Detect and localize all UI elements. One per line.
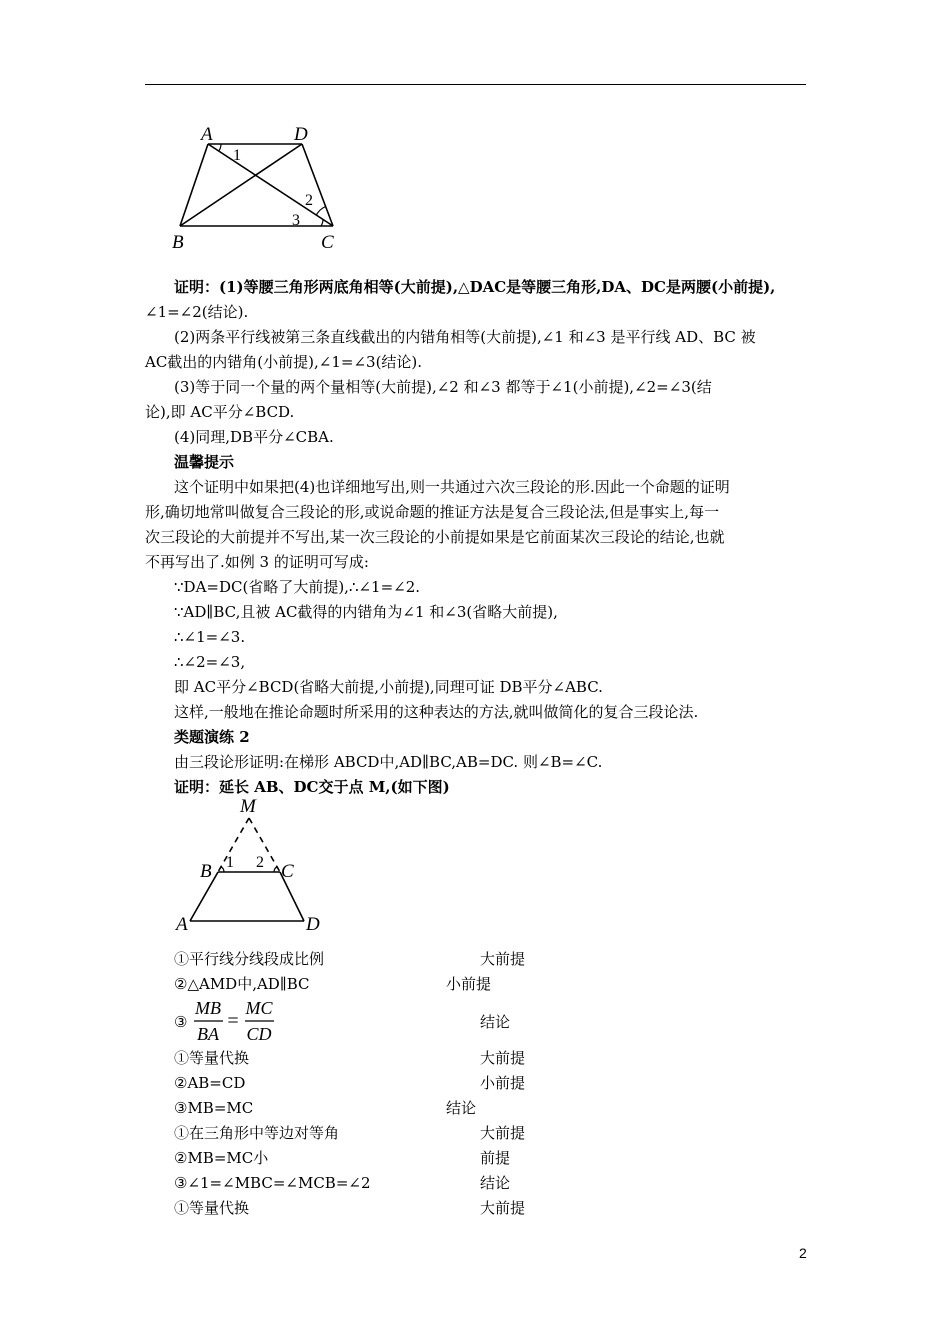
step-left: ②MB=MC小	[174, 1149, 269, 1167]
label-M: M	[240, 796, 256, 817]
frac-den-2: CD	[246, 1024, 272, 1044]
step-left: ①在三角形中等边对等角	[174, 1124, 340, 1142]
label-A: A	[176, 914, 188, 934]
proof-line-7: (4)同理,DB平分∠CBA.	[174, 428, 334, 446]
label-angle-1: 1	[226, 854, 234, 871]
label-A: A	[201, 124, 213, 145]
diagonal-BD	[180, 144, 302, 226]
step-right: 大前提	[480, 1124, 526, 1142]
step-left: ③MB=MC	[174, 1099, 254, 1117]
tip-step-4: ∴∠2=∠3,	[174, 653, 246, 671]
tip-step-2: ∵AD∥BC,且被 AC截得的内错角为∠1 和∠3(省略大前提),	[174, 603, 558, 621]
step-right: 前提	[480, 1149, 511, 1167]
exercise-proof-start: 证明：延长 AB、DC交于点 M,(如下图)	[174, 778, 450, 796]
frac-num-2: MC	[245, 998, 273, 1018]
fraction-equation	[192, 997, 282, 1047]
trapezoid-diagonals-figure	[165, 118, 355, 258]
step-right: 大前提	[480, 950, 526, 968]
step-left: ①等量代换	[174, 1049, 250, 1067]
frac-num-1: MB	[195, 998, 221, 1018]
step-right: 结论	[480, 1013, 511, 1031]
exercise-question: 由三段论形证明:在梯形 ABCD中,AD∥BC,AB=DC. 则∠B=∠C.	[174, 753, 603, 771]
proof-line-1: 证明：(1)等腰三角形两底角相等(大前提),△DAC是等腰三角形,DA、DC是两腰(小前提),	[174, 278, 776, 296]
proof-line-4: AC截出的内错角(小前提),∠1=∠3(结论).	[145, 353, 423, 371]
label-angle-3: 3	[292, 212, 300, 229]
tip-step-3: ∴∠1=∠3.	[174, 628, 246, 646]
tip-para-2: 形,确切地常叫做复合三段论的形,或说命题的推证方法是复合三段论法,但是事实上,每一	[145, 503, 720, 521]
step-right: 结论	[480, 1174, 511, 1192]
label-angle-1: 1	[233, 147, 241, 164]
step-left: ③∠1=∠MBC=∠MCB=∠2	[174, 1174, 371, 1192]
frac-den-1: BA	[197, 1024, 219, 1044]
step-right: 小前提	[446, 975, 492, 993]
step-right: 大前提	[480, 1049, 526, 1067]
proof-line-3: (2)两条平行线被第三条直线截出的内错角相等(大前提),∠1 和∠3 是平行线 AD、BC 被	[174, 328, 756, 346]
exercise-title: 类题演练 2	[174, 728, 250, 746]
label-B: B	[172, 232, 184, 253]
tip-para-4: 不再写出了.如例 3 的证明可写成:	[145, 553, 369, 571]
step-left: ②△AMD中,AD∥BC	[174, 975, 310, 993]
extended-trapezoid-figure	[168, 792, 338, 934]
page-number: 2	[799, 1245, 807, 1261]
tip-title: 温馨提示	[174, 453, 235, 471]
step-left: ③	[174, 1013, 188, 1031]
label-C: C	[321, 232, 334, 253]
label-angle-2: 2	[256, 854, 264, 871]
label-D: D	[306, 914, 320, 934]
step-left: ①平行线分线段成比例	[174, 950, 325, 968]
step-left: ①等量代换	[174, 1199, 250, 1217]
step-right: 小前提	[480, 1074, 526, 1092]
label-D: D	[294, 124, 308, 145]
frac-equals: =	[227, 1010, 239, 1032]
angle-3-arc	[321, 219, 323, 226]
label-C: C	[281, 861, 294, 882]
step-left: ②AB=CD	[174, 1074, 246, 1092]
tip-para-3: 次三段论的大前提并不写出,某一次三段论的小前提如果是它前面某次三段论的结论,也就	[145, 528, 725, 546]
proof-line-2: ∠1=∠2(结论).	[145, 303, 249, 321]
edge-AB	[180, 144, 208, 226]
header-rule	[145, 84, 806, 85]
tip-step-5: 即 AC平分∠BCD(省略大前提,小前提),同理可证 DB平分∠ABC.	[174, 678, 603, 696]
tip-step-6: 这样,一般地在推论命题时所采用的这种表达的方法,就叫做简化的复合三段论法.	[174, 703, 699, 721]
step-right: 结论	[446, 1099, 477, 1117]
dashed-MC	[249, 818, 280, 872]
label-angle-2: 2	[305, 192, 313, 209]
step-right: 大前提	[480, 1199, 526, 1217]
angle-1-arc	[219, 144, 221, 151]
proof-line-6: 论),即 AC平分∠BCD.	[145, 403, 295, 421]
tip-para-1: 这个证明中如果把(4)也详细地写出,则一共通过六次三段论的形.因此一个命题的证明	[174, 478, 730, 496]
proof-line-5: (3)等于同一个量的两个量相等(大前提),∠2 和∠3 都等于∠1(小前提),∠2=∠3(结	[174, 378, 712, 396]
diagonal-AC	[208, 144, 333, 226]
angle-2-arc	[316, 207, 325, 216]
label-B: B	[200, 861, 212, 882]
tip-step-1: ∵DA=DC(省略了大前提),∴∠1=∠2.	[174, 578, 421, 596]
